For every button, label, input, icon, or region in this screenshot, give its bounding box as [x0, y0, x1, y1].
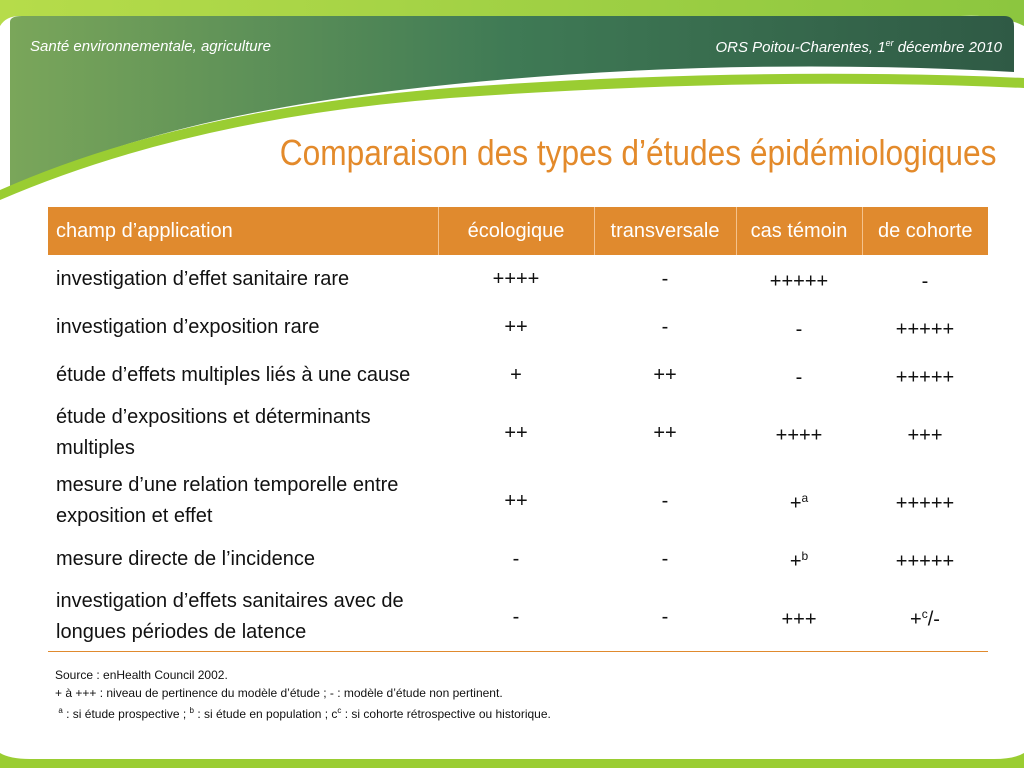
cell-transversale: -	[594, 583, 736, 652]
cell-value: +++++	[895, 366, 955, 389]
cell-cas-temoin	[736, 351, 862, 399]
table-row	[48, 351, 988, 399]
cell-suffix: /-	[927, 608, 940, 631]
row-label: investigation d’effets sanitaires avec de longues périodes de latence	[48, 583, 438, 652]
table-notes	[55, 666, 551, 723]
cell-ecologique: +	[510, 363, 522, 386]
cell-value: +++++	[769, 270, 829, 293]
row-label: mesure directe de l’incidence	[56, 547, 316, 570]
cell-value: +++	[907, 424, 943, 447]
table-row	[48, 467, 988, 535]
cell-transversale: -	[661, 489, 669, 512]
cell-ecologique: ++	[504, 315, 528, 338]
cell-cas-temoin	[736, 535, 862, 583]
cell-value: +++++	[895, 492, 955, 515]
cell-cohorte	[862, 583, 988, 652]
cell-value: -	[795, 318, 803, 341]
cell-cohorte	[862, 351, 988, 399]
cell-transversale: -	[661, 547, 669, 570]
cell-cas-temoin	[736, 467, 862, 535]
column-header-ecologique: écologique	[438, 207, 594, 255]
table-row	[48, 535, 988, 583]
footnote-a-sup: a	[58, 706, 63, 715]
cell-value: +++	[781, 608, 817, 631]
cell-cohorte	[862, 399, 988, 467]
source-note: Source : enHealth Council 2002.	[55, 668, 228, 682]
table-row	[48, 583, 988, 652]
cell-cohorte	[862, 535, 988, 583]
cell-sup: a	[801, 490, 809, 505]
header-event-prefix: ORS Poitou-Charentes, 1	[715, 39, 886, 56]
header-event	[715, 38, 1002, 56]
footnote-c-sup: c	[337, 706, 342, 715]
cell-ecologique: ++++	[492, 267, 540, 290]
cell-sup: c	[921, 606, 928, 621]
cell-value: +++++	[895, 550, 955, 573]
cell-transversale: -	[661, 315, 669, 338]
row-label: mesure d’une relation temporelle entre exposition et effet	[56, 474, 399, 527]
comparison-table	[48, 207, 988, 652]
footnote-b-text: : si étude en population ; c	[193, 707, 338, 721]
cell-value: +	[910, 608, 922, 631]
cell-cohorte	[862, 467, 988, 535]
cell-ecologique: -	[438, 583, 594, 652]
legend-note: + à +++ : niveau de pertinence du modèle d’étude ; - : modèle d’étude non pertinent.	[55, 686, 503, 700]
row-label: investigation d’effet sanitaire rare	[56, 267, 350, 290]
column-header-cohorte: de cohorte	[862, 207, 988, 255]
cell-ecologique: ++	[504, 421, 528, 444]
cell-cohorte	[862, 303, 988, 351]
footnote-c-text: : si cohorte rétrospective ou historique.	[341, 707, 551, 721]
cell-transversale: -	[661, 267, 669, 290]
cell-value: ++++	[775, 424, 823, 447]
table-row	[48, 255, 988, 303]
footnote-line	[55, 702, 551, 723]
cell-ecologique: ++	[504, 489, 528, 512]
page-title: Comparaison des types d’études épidémiologiques	[279, 132, 996, 173]
table-row	[48, 303, 988, 351]
header-event-sup: er	[885, 38, 894, 48]
cell-transversale: ++	[653, 363, 677, 386]
header-section-title: Santé environnementale, agriculture	[30, 38, 271, 55]
column-header-champ: champ d’application	[48, 207, 438, 255]
cell-cas-temoin	[736, 255, 862, 303]
cell-cas-temoin	[736, 399, 862, 467]
header-event-suffix: décembre 2010	[893, 39, 1002, 56]
cell-transversale: ++	[653, 421, 677, 444]
table-header-row	[48, 207, 988, 255]
row-label: investigation d’exposition rare	[56, 315, 320, 338]
row-label: étude d’expositions et déterminants multiples	[56, 406, 371, 459]
column-header-transversale: transversale	[594, 207, 736, 255]
cell-ecologique: -	[512, 547, 520, 570]
cell-value: +++++	[895, 318, 955, 341]
cell-cas-temoin	[736, 583, 862, 652]
cell-value: +	[789, 492, 802, 515]
footnote-b-sup: b	[189, 706, 194, 715]
footer-bar	[0, 753, 1024, 768]
row-label: étude d’effets multiples liés à une cause	[56, 363, 411, 386]
column-header-cas-temoin: cas témoin	[736, 207, 862, 255]
table-row	[48, 399, 988, 467]
cell-value: -	[795, 366, 803, 389]
cell-value: -	[921, 270, 929, 293]
footnote-a-text: : si étude prospective ;	[62, 707, 190, 721]
cell-cas-temoin	[736, 303, 862, 351]
cell-cohorte	[862, 255, 988, 303]
cell-value: +	[789, 550, 802, 573]
lime-bottom-bar	[0, 753, 1024, 768]
cell-sup: b	[801, 548, 809, 563]
